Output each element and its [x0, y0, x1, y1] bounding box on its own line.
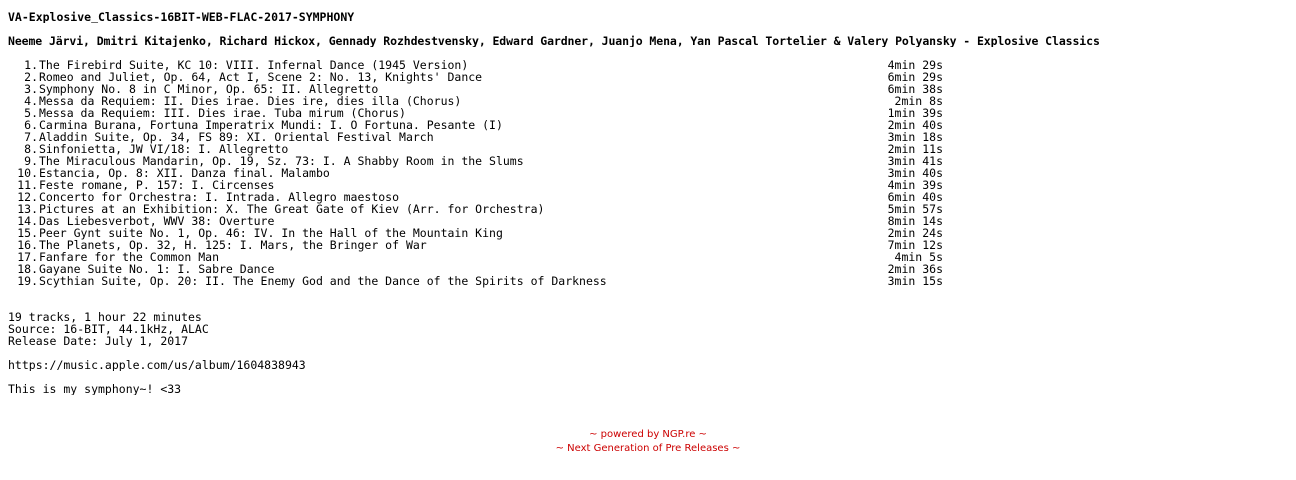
- release-title: VA-Explosive_Classics-16BIT-WEB-FLAC-2017-SYMPHONY: [8, 11, 355, 23]
- track-number: 15.: [17, 226, 38, 240]
- track-number: 4.: [24, 94, 38, 108]
- track-number: 11.: [17, 178, 38, 192]
- track-title: Concerto for Orchestra: I. Intrada. Allegro maestoso: [39, 190, 400, 204]
- track-title: Scythian Suite, Op. 20: II. The Enemy God and the Dance of the Spirits of Darkness: [39, 274, 607, 288]
- footer-powered-by: ~ powered by NGP.re ~: [589, 429, 707, 440]
- track-duration: 3min 41s: [887, 154, 943, 168]
- track-duration: 6min 40s: [887, 190, 943, 204]
- track-count-line: 19 tracks, 1 hour 22 minutes: [8, 311, 202, 323]
- spacer: [8, 23, 1293, 35]
- spacer: [8, 287, 1293, 299]
- track-number: 3.: [24, 82, 38, 96]
- track-duration: 2min 36s: [887, 262, 943, 276]
- track-duration: 2min 8s: [894, 94, 943, 108]
- tracklist: [8, 59, 1293, 287]
- track-title: Pictures at an Exhibition: X. The Great Gate of Kiev (Arr. for Orchestra): [39, 202, 545, 216]
- track-title: Das Liebesverbot, WWV 38: Overture: [39, 214, 275, 228]
- track-duration: 4min 5s: [894, 250, 943, 264]
- track-title: Aladdin Suite, Op. 34, FS 89: XI. Oriental Festival March: [39, 130, 434, 144]
- track-title: Carmina Burana, Fortuna Imperatrix Mundi: I. O Fortuna. Pesante (I): [39, 118, 503, 132]
- track-number: 13.: [17, 202, 38, 216]
- track-duration: 2min 40s: [887, 118, 943, 132]
- spacer: [8, 347, 1293, 359]
- source-line: Source: 16-BIT, 44.1kHz, ALAC: [8, 323, 209, 335]
- track-duration: 3min 18s: [887, 130, 943, 144]
- track-duration: 2min 11s: [887, 142, 943, 156]
- track-number: 7.: [24, 130, 38, 144]
- track-title: Peer Gynt suite No. 1, Op. 46: IV. In the Hall of the Mountain King: [39, 226, 503, 240]
- footer: [0, 428, 1296, 456]
- track-title: Symphony No. 8 in C Minor, Op. 65: II. Allegretto: [39, 82, 379, 96]
- track-duration: 6min 29s: [887, 70, 943, 84]
- message-line: This is my symphony~! <33: [8, 383, 182, 395]
- track-title: Messa da Requiem: III. Dies irae. Tuba mirum (Chorus): [39, 106, 406, 120]
- album-url-link[interactable]: https://music.apple.com/us/album/1604838943: [8, 359, 306, 371]
- artists-line: Neeme Järvi, Dmitri Kitajenko, Richard Hickox, Gennady Rozhdestvensky, Edward Gardner, Juanjo Mena, Yan Pascal Tortelier & Valery Polyansky - Explosive Classics: [8, 35, 1100, 47]
- track-duration: 1min 39s: [887, 106, 943, 120]
- track-title: Messa da Requiem: II. Dies irae. Dies ire, dies illa (Chorus): [39, 94, 462, 108]
- release-date-line: Release Date: July 1, 2017: [8, 335, 189, 347]
- track-number: 8.: [24, 142, 38, 156]
- track-duration: 7min 12s: [887, 238, 943, 252]
- track-number: 6.: [24, 118, 38, 132]
- track-title: The Planets, Op. 32, H. 125: I. Mars, the Bringer of War: [39, 238, 427, 252]
- track-title: The Miraculous Mandarin, Op. 19, Sz. 73: I. A Shabby Room in the Slums: [39, 154, 524, 168]
- track-number: 5.: [24, 106, 38, 120]
- track-number: 2.: [24, 70, 38, 84]
- track-row: [8, 275, 1293, 287]
- spacer: [8, 299, 1293, 311]
- track-number: 1.: [24, 58, 38, 72]
- track-title: Romeo and Juliet, Op. 64, Act I, Scene 2: No. 13, Knights' Dance: [39, 70, 483, 84]
- track-title: Feste romane, P. 157: I. Circenses: [39, 178, 275, 192]
- track-title: Gayane Suite No. 1: I. Sabre Dance: [39, 262, 275, 276]
- track-number: 12.: [17, 190, 38, 204]
- track-number: 18.: [17, 262, 38, 276]
- spacer: [8, 371, 1293, 383]
- track-duration: 3min 40s: [887, 166, 943, 180]
- track-duration: 4min 39s: [887, 178, 943, 192]
- track-title: Sinfonietta, JW VI/18: I. Allegretto: [39, 142, 289, 156]
- track-title: Estancia, Op. 8: XII. Danza final. Malambo: [39, 166, 330, 180]
- track-duration: 4min 29s: [887, 58, 943, 72]
- track-number: 19.: [17, 274, 38, 288]
- nfo-document: [8, 11, 1293, 395]
- track-duration: 3min 15s: [887, 274, 943, 288]
- footer-tagline: ~ Next Generation of Pre Releases ~: [555, 443, 741, 454]
- track-number: 17.: [17, 250, 38, 264]
- track-number: 10.: [17, 166, 38, 180]
- track-number: 14.: [17, 214, 38, 228]
- track-duration: 8min 14s: [887, 214, 943, 228]
- track-title: Fanfare for the Common Man: [39, 250, 220, 264]
- track-duration: 6min 38s: [887, 82, 943, 96]
- track-duration: 2min 24s: [887, 226, 943, 240]
- track-number: 9.: [24, 154, 38, 168]
- track-number: 16.: [17, 238, 38, 252]
- track-duration: 5min 57s: [887, 202, 943, 216]
- track-title: The Firebird Suite, KC 10: VIII. Infernal Dance (1945 Version): [39, 58, 469, 72]
